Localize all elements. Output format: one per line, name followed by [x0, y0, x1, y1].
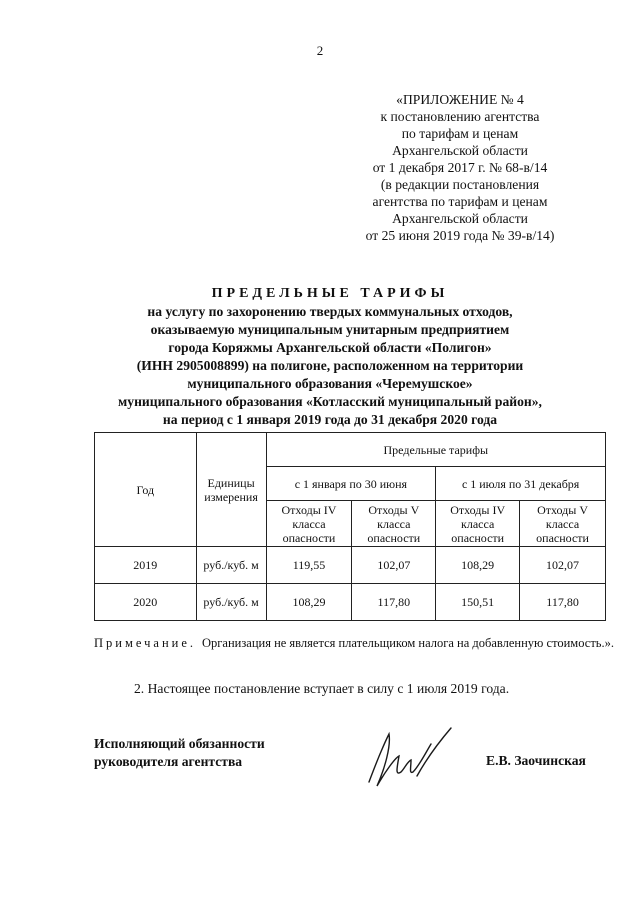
header-class-4: Отходы IV класса опасности [266, 501, 352, 547]
table-row [95, 547, 606, 584]
cell-unit: руб./куб. м [196, 547, 266, 584]
appendix-line: по тарифам и ценам [401, 126, 519, 141]
main-title: ПРЕДЕЛЬНЫЕ ТАРИФЫ [211, 286, 449, 301]
document-title [60, 285, 600, 429]
cell-unit: руб./куб. м [196, 584, 266, 621]
signer-title-line: Исполняющий обязанности [94, 736, 265, 751]
appendix-line: агентства по тарифам и ценам [372, 194, 548, 209]
cell-value: 117,80 [520, 584, 606, 621]
header-year: Год [95, 433, 197, 547]
cell-value: 108,29 [266, 584, 352, 621]
note-label: Примечание. [94, 636, 197, 650]
appendix-line: от 25 июня 2019 года № 39-в/14) [365, 228, 555, 243]
header-units: Единицы измерения [196, 433, 266, 547]
title-line: на услугу по захоронению твердых коммунальных отходов, [147, 304, 513, 319]
header-period-2: с 1 июля по 31 декабря [436, 467, 606, 501]
table-row [95, 584, 606, 621]
signer-title [94, 735, 265, 771]
header-tariffs: Предельные тарифы [266, 433, 605, 467]
note-text: Организация не является плательщиком налога на добавленную стоимость.». [202, 636, 614, 650]
page-number: 2 [316, 43, 324, 58]
title-line: (ИНН 2905008899) на полигоне, расположенном на территории [136, 358, 524, 373]
title-line: города Коряжмы Архангельской области «Полигон» [168, 340, 492, 355]
cell-value: 108,29 [436, 547, 520, 584]
header-class-5: Отходы V класса опасности [352, 501, 436, 547]
header-class-4: Отходы IV класса опасности [436, 501, 520, 547]
signer-title-line: руководителя агентства [94, 754, 243, 769]
cell-value: 102,07 [352, 547, 436, 584]
appendix-header [330, 91, 590, 244]
cell-year: 2019 [95, 547, 197, 584]
appendix-line: «ПРИЛОЖЕНИЕ № 4 [396, 92, 524, 107]
clause-2: 2. Настоящее постановление вступает в силу с 1 июля 2019 года. [134, 681, 510, 696]
appendix-line: Архангельской области [392, 143, 528, 158]
signer-name: Е.В. Заочинская [486, 753, 586, 768]
cell-year: 2020 [95, 584, 197, 621]
title-line: муниципального образования «Котласский муниципальный район», [118, 394, 542, 409]
appendix-line: от 1 декабря 2017 г. № 68-в/14 [372, 160, 548, 175]
handwritten-signature [355, 716, 455, 798]
tariff-table [94, 432, 606, 621]
cell-value: 117,80 [352, 584, 436, 621]
cell-value: 150,51 [436, 584, 520, 621]
cell-value: 102,07 [520, 547, 606, 584]
appendix-line: (в редакции постановления [380, 177, 540, 192]
title-line: оказываемую муниципальным унитарным предприятием [150, 322, 510, 337]
header-class-5: Отходы V класса опасности [520, 501, 606, 547]
title-line: на период с 1 января 2019 года до 31 декабря 2020 года [162, 412, 498, 427]
cell-value: 119,55 [266, 547, 352, 584]
header-period-1: с 1 января по 30 июня [266, 467, 436, 501]
appendix-line: Архангельской области [392, 211, 528, 226]
appendix-line: к постановлению агентства [380, 109, 540, 124]
title-line: муниципального образования «Черемушское» [187, 376, 473, 391]
